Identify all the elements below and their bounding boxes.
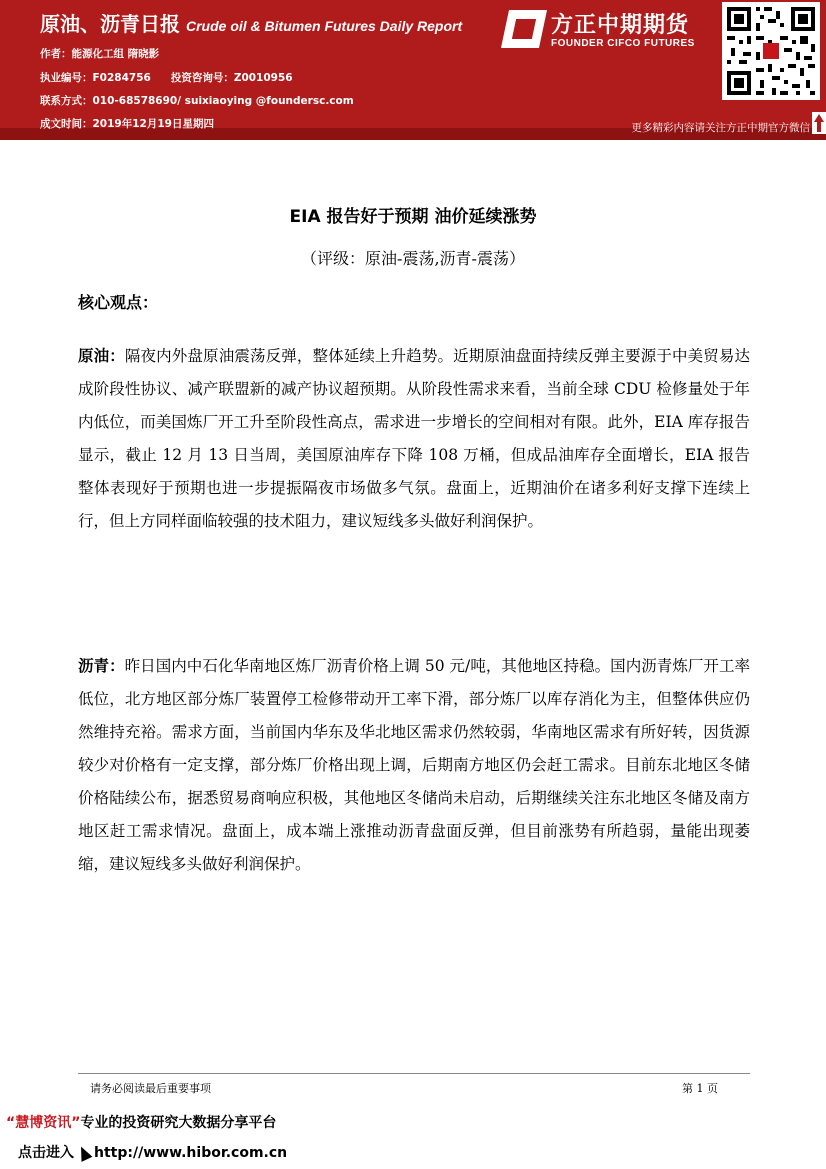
hibor-link-line[interactable] — [18, 1142, 287, 1162]
contact-line — [40, 93, 354, 108]
report-title-cn: 原油、沥青日报 — [40, 12, 180, 36]
qr-code-icon — [722, 2, 820, 100]
bitumen-text: 昨日国内中石化华南地区炼厂沥青价格上调 50 元/吨，其他地区持稳。国内沥青炼厂开工率低位，北方地区部分炼厂装置停工检修带动开工率下滑，部分炼厂以库存消化为主，但整体供应仍然维持充裕。需求方面，当前国内华东及华北地区需求仍然较弱，华南地区需求有所好转，因货源较少对价格有一定支撑，部分炼厂价格出现上调，后期南方地区仍会赶工需求。目前东北地区冬储价格陆续公布，据悉贸易商响应积极，其他地区冬储尚未启动，后期继续关注东北地区冬储及南方地区赶工需求情况。盘面上，成本端上涨推动沥青盘面反弹，但目前涨势有所趋弱，量能出现萎缩，建议短线多头做好利润保护。 — [78, 657, 750, 873]
report-title-en: Crude oil & Bitumen Futures Daily Report — [186, 18, 463, 34]
founder-cifco-logo-icon — [501, 10, 547, 48]
license-line — [40, 70, 293, 85]
contact-label: 联系方式： — [40, 95, 93, 107]
license-value: F0284756 — [92, 72, 151, 84]
page-number: 第 1 页 — [682, 1082, 718, 1095]
company-logo — [505, 8, 715, 52]
page-title: EIA 报告好于预期 油价延续涨势 — [289, 207, 537, 227]
footer-divider — [78, 1073, 750, 1074]
consult-value: Z0010956 — [233, 72, 293, 84]
hibor-url-link[interactable]: http://www.hibor.com.cn — [94, 1145, 288, 1161]
date-line — [40, 116, 214, 131]
hibor-banner — [6, 1112, 276, 1132]
author-value: 能源化工组 隋晓影 — [71, 48, 160, 60]
author-line — [40, 46, 159, 61]
cursor-icon — [76, 1144, 93, 1162]
crude-paragraph — [78, 340, 750, 538]
wechat-promo-text: 更多精彩内容请关注方正中期官方微信 — [631, 122, 810, 134]
crude-label: 原油： — [78, 347, 125, 365]
hibor-tagline: 专业的投资研究大数据分享平台 — [80, 1115, 277, 1131]
report-header — [0, 0, 826, 140]
logo-name-en: FOUNDER CIFCO FUTURES — [551, 38, 695, 49]
disclaimer-note: 请务必阅读最后重要事项 — [90, 1082, 211, 1095]
contact-value: 010-68578690/ suixiaoying @foundersc.com — [92, 95, 354, 107]
rating-line: （评级：原油-震荡,沥青-震荡） — [301, 249, 525, 268]
consult-label: 投资咨询号： — [170, 72, 234, 84]
author-label: 作者： — [40, 48, 72, 60]
license-label: 执业编号： — [40, 72, 93, 84]
date-label: 成文时间： — [40, 118, 93, 130]
bitumen-label: 沥青： — [78, 657, 125, 675]
logo-name-cn: 方正中期期货 — [551, 13, 690, 38]
report-title — [40, 8, 462, 37]
up-arrow-icon — [812, 112, 826, 134]
bitumen-paragraph — [78, 650, 750, 881]
crude-text: 隔夜内外盘原油震荡反弹，整体延续上升趋势。近期原油盘面持续反弹主要源于中美贸易达成阶段性协议、减产联盟新的减产协议超预期。从阶段性需求来看，当前全球 CDU 检修量处于年内低位，而美国炼厂开工升至阶段性高点，需求进一步增长的空间相对有限。此外，EIA 库存报告显示，截止 12 月 13 日当周，美国原油库存下降 108 万桶，但成品油库存全面增长，EIA 报告整体表现好于预期也进一步提振隔夜市场做多气氛。盘面上，近期油价在诸多利好支撑下连续上行，但上方同样面临较强的技术阻力，建议短线多头做好利润保护。 — [78, 347, 750, 530]
date-value: 2019年12月19日星期四 — [92, 118, 214, 130]
hibor-name: “慧博资讯” — [6, 1115, 81, 1131]
hibor-click-label: 点击进入 — [18, 1145, 74, 1161]
section-heading: 核心观点： — [78, 293, 159, 312]
